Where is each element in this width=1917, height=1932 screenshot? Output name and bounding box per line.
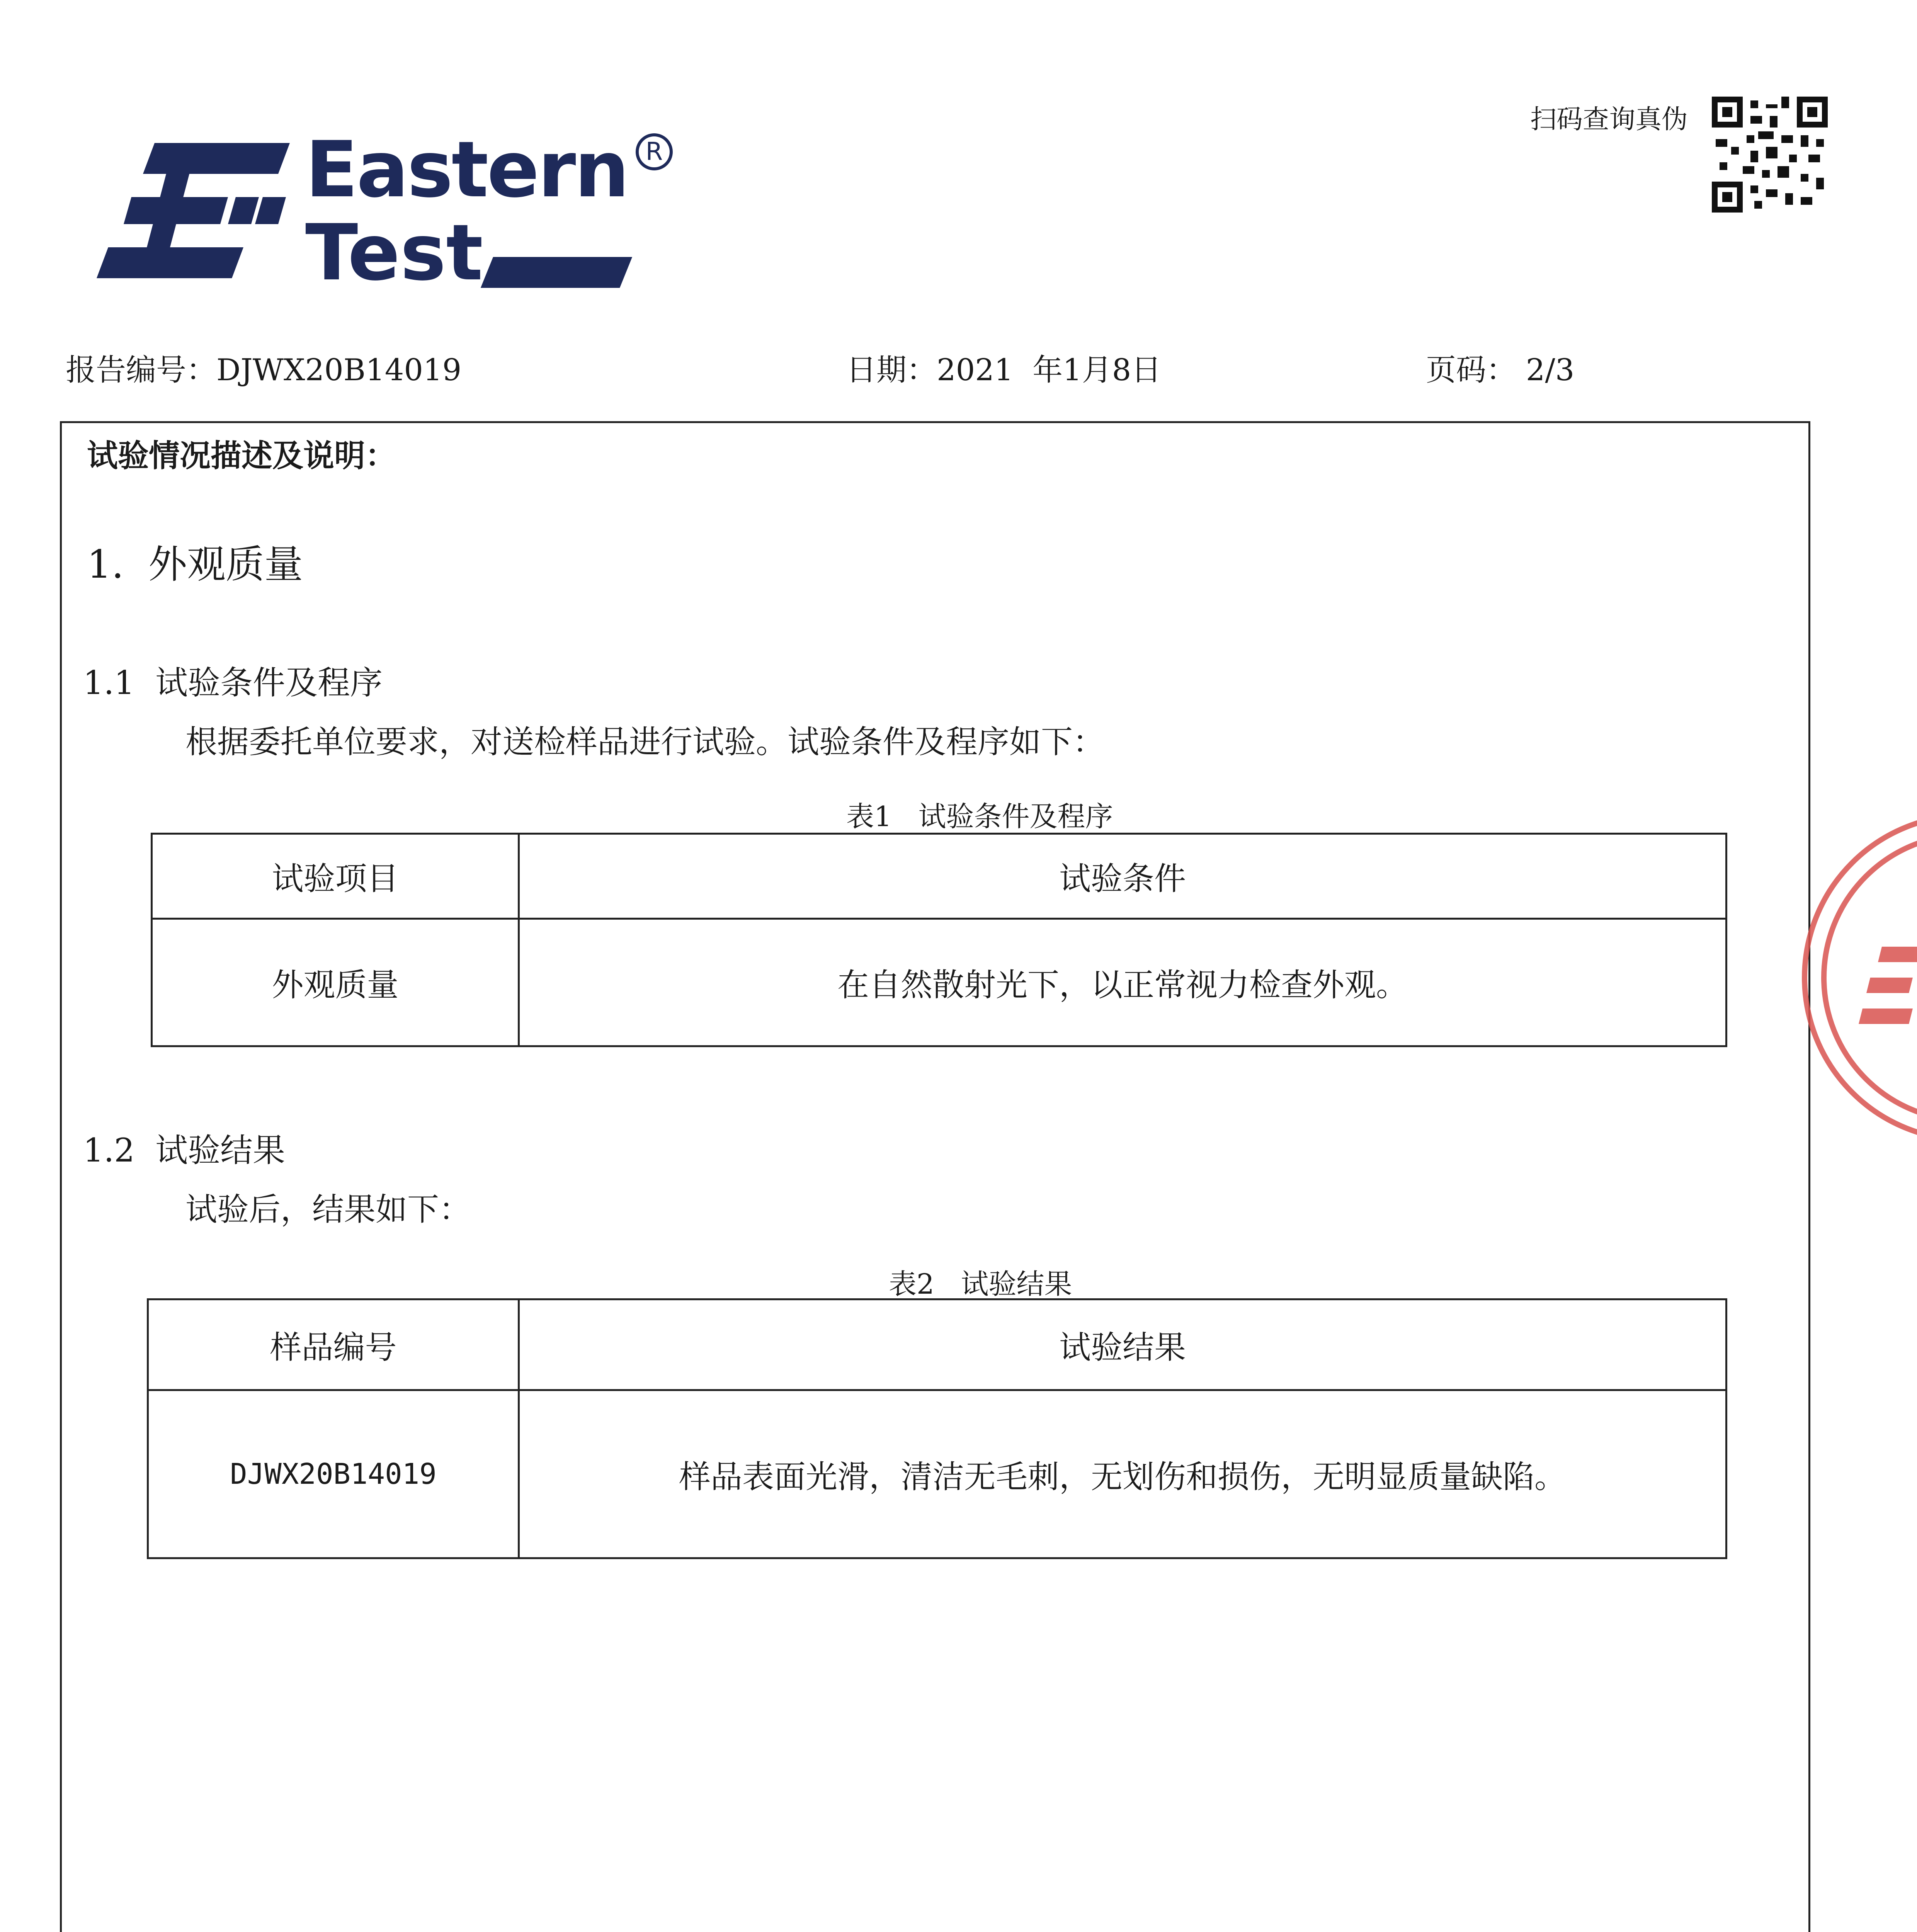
table-header-cell: 试验结果 <box>519 1299 1726 1390</box>
table-header-cell: 试验条件 <box>519 834 1726 919</box>
registered-mark: R <box>636 133 673 170</box>
logo-text-line1: Eastern <box>305 125 628 215</box>
table2-caption: 表2 试验结果 <box>889 1268 1072 1300</box>
report-date: 日期：2021 年1月8日 <box>846 353 1162 388</box>
heading-appearance-quality: 1. 外观质量 <box>87 542 303 587</box>
table-cell: 样品表面光滑，清洁无毛刺，无划伤和损伤，无明显质量缺陷。 <box>519 1390 1726 1558</box>
table-header-row <box>152 834 1726 919</box>
heading-test-results: 1.2 试验结果 <box>83 1131 285 1169</box>
qr-label: 扫码查询真伪 <box>1530 104 1688 135</box>
table-test-conditions <box>151 833 1727 1047</box>
logo-bar <box>481 257 632 288</box>
content-frame <box>60 421 1810 1932</box>
table1-caption: 表1 试验条件及程序 <box>846 800 1113 833</box>
table-cell: DJWX20B14019 <box>148 1390 519 1558</box>
table-cell: 外观质量 <box>152 919 519 1046</box>
page-number: 页码： 2/3 <box>1426 353 1575 388</box>
heading-test-conditions: 1.1 试验条件及程序 <box>83 664 383 702</box>
table-test-results <box>147 1298 1727 1559</box>
logo-mark-icon <box>97 143 290 305</box>
table-header-cell: 试验项目 <box>152 834 519 919</box>
table-header-row <box>148 1299 1726 1390</box>
report-number: 报告编号：DJWX20B14019 <box>66 353 462 388</box>
section-title: 试验情况描述及说明： <box>87 437 396 474</box>
paragraph-test-results: 试验后，结果如下： <box>185 1191 471 1228</box>
table-row <box>148 1390 1726 1558</box>
company-logo <box>97 125 715 332</box>
logo-text-line2: Test <box>305 208 483 298</box>
table-cell: 在自然散射光下，以正常视力检查外观。 <box>519 919 1726 1046</box>
qr-code-icon[interactable] <box>1712 97 1828 213</box>
certification-seal-icon <box>1785 792 1917 1155</box>
table-row <box>152 919 1726 1046</box>
paragraph-test-conditions: 根据委托单位要求，对送检样品进行试验。试验条件及程序如下： <box>185 724 1105 760</box>
table-header-cell: 样品编号 <box>148 1299 519 1390</box>
